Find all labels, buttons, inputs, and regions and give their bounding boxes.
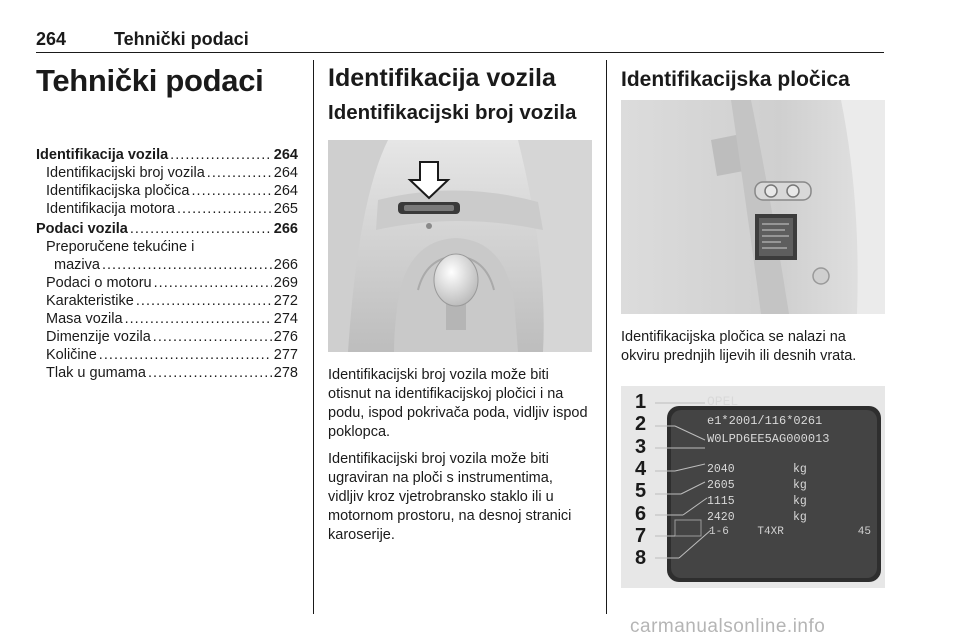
toc-page-number: 266	[273, 257, 298, 273]
plate-weight-unit: kg	[793, 495, 807, 508]
toc-leader-dots	[99, 346, 272, 364]
section-title: Identifikacija vozila	[328, 64, 556, 92]
toc-page-number: 276	[273, 329, 298, 345]
toc-page-number: 277	[273, 347, 298, 363]
toc-page-number: 264	[273, 183, 298, 199]
page-header	[36, 26, 884, 53]
toc-label: Masa vozila	[46, 311, 123, 327]
toc-page-number: 274	[273, 311, 298, 327]
toc-page-number: 264	[273, 165, 298, 181]
plate-weight-row	[707, 510, 807, 526]
callout-number: 8	[635, 547, 647, 570]
paragraph: Identifikacijski broj vozila može biti otisnut na identifikacijskoj pločici i na podu, ispod pokrivača poda, vidljiv ispod poklopca.	[328, 367, 588, 440]
toc-leader-dots	[125, 310, 272, 328]
gear-shifter-photo	[328, 140, 592, 352]
toc-entry	[36, 346, 298, 364]
plate-trim-code: 45	[857, 526, 871, 538]
vin-column	[328, 56, 592, 545]
plate-brand: OPEL	[707, 394, 739, 409]
plate-weight-value: 1115	[707, 495, 735, 508]
callout-number: 4	[635, 457, 647, 480]
toc-page-number: 266	[273, 221, 298, 237]
column-divider	[606, 60, 607, 614]
toc-label: Identifikacijska pločica	[46, 183, 190, 199]
header-title: Tehnički podaci	[114, 28, 249, 49]
toc-page-number: 272	[273, 293, 298, 309]
plate-weight-row	[707, 494, 807, 510]
toc-page-number: 269	[273, 275, 298, 291]
toc-label: Podaci o motoru	[46, 275, 152, 291]
toc-page-number: 265	[273, 201, 298, 217]
plate-approval-number: e1*2001/116*0261	[707, 414, 823, 428]
toc-entry	[36, 200, 298, 218]
plate-weight-unit: kg	[793, 463, 807, 476]
contents-column	[36, 56, 298, 382]
toc-leader-dots	[136, 292, 272, 310]
toc-entry	[36, 256, 298, 274]
toc-label: Podaci vozila	[36, 221, 128, 237]
door-frame-photo	[621, 100, 885, 314]
toc-leader-dots	[177, 200, 272, 218]
toc-entry	[36, 220, 298, 238]
callout-number: 5	[635, 480, 647, 503]
toc-label: Identifikacijski broj vozila	[46, 165, 205, 181]
plate-weight-unit: kg	[793, 479, 807, 492]
chapter-title: Tehnički podaci	[36, 63, 264, 98]
toc-entry	[36, 274, 298, 292]
toc-entry: Preporučene tekućine i	[46, 239, 195, 255]
plate-paint-code: T4XR	[757, 526, 784, 538]
plate-weights	[707, 462, 807, 526]
toc-leader-dots	[170, 146, 272, 164]
identification-plate-diagram	[621, 386, 885, 588]
paragraph: Identifikacijski broj vozila može biti ugraviran na ploči s instrumentima, vidljiv kroz vjetrobransko staklo ili u motornom prostoru, na desnoj stranici karoserije.	[328, 451, 572, 543]
plate-weight-value: 2420	[707, 511, 735, 524]
toc-leader-dots	[154, 274, 272, 292]
callout-number: 6	[635, 502, 647, 525]
plate-weight-value: 2040	[707, 463, 735, 476]
subsection-title: Identifikacijski broj vozila	[328, 101, 577, 124]
table-of-contents	[36, 146, 298, 382]
toc-page-number: 264	[273, 147, 298, 163]
toc-label: Tlak u gumama	[46, 365, 146, 381]
toc-label: Dimenzije vozila	[46, 329, 151, 345]
page-number: 264	[36, 28, 67, 49]
plate-vin: W0LPD6EE5AG000013	[707, 432, 830, 446]
toc-entry	[36, 292, 298, 310]
toc-entry	[36, 364, 298, 382]
plate-text	[707, 394, 829, 447]
callout-number: 2	[635, 413, 647, 436]
toc-label: Identifikacija vozila	[36, 147, 169, 163]
toc-label: Količine	[46, 347, 97, 363]
toc-entry	[36, 328, 298, 346]
toc-label: Karakteristike	[46, 293, 134, 309]
plate-column	[621, 56, 885, 588]
toc-leader-dots	[207, 164, 272, 182]
callout-number: 7	[635, 524, 647, 547]
toc-leader-dots	[153, 328, 272, 346]
plate-weight-row	[707, 478, 807, 494]
toc-entry	[36, 310, 298, 328]
toc-entry	[36, 182, 298, 200]
toc-entry	[36, 146, 298, 164]
plate-weight-value: 2605	[707, 479, 735, 492]
toc-leader-dots	[148, 364, 272, 382]
paragraph: Identifikacijska pločica se nalazi na okviru prednjih lijevih ili desnih vrata.	[621, 329, 857, 364]
callout-number: 1	[635, 391, 647, 413]
plate-weight-unit: kg	[793, 511, 807, 524]
callout-number: 3	[635, 435, 647, 458]
plate-weight-row	[707, 462, 807, 478]
plate-axle-code: 1-6	[709, 526, 729, 538]
toc-label: Identifikacija motora	[46, 201, 175, 217]
watermark: carmanualsonline.info	[630, 616, 826, 637]
section-title: Identifikacijska pločica	[621, 68, 850, 91]
toc-label: maziva	[54, 257, 100, 273]
toc-leader-dots	[191, 182, 271, 200]
toc-entry	[36, 164, 298, 182]
toc-leader-dots	[130, 220, 272, 238]
column-divider	[313, 60, 314, 614]
toc-leader-dots	[102, 256, 272, 274]
plate-bottom-row	[709, 526, 875, 538]
toc-page-number: 278	[273, 365, 298, 381]
